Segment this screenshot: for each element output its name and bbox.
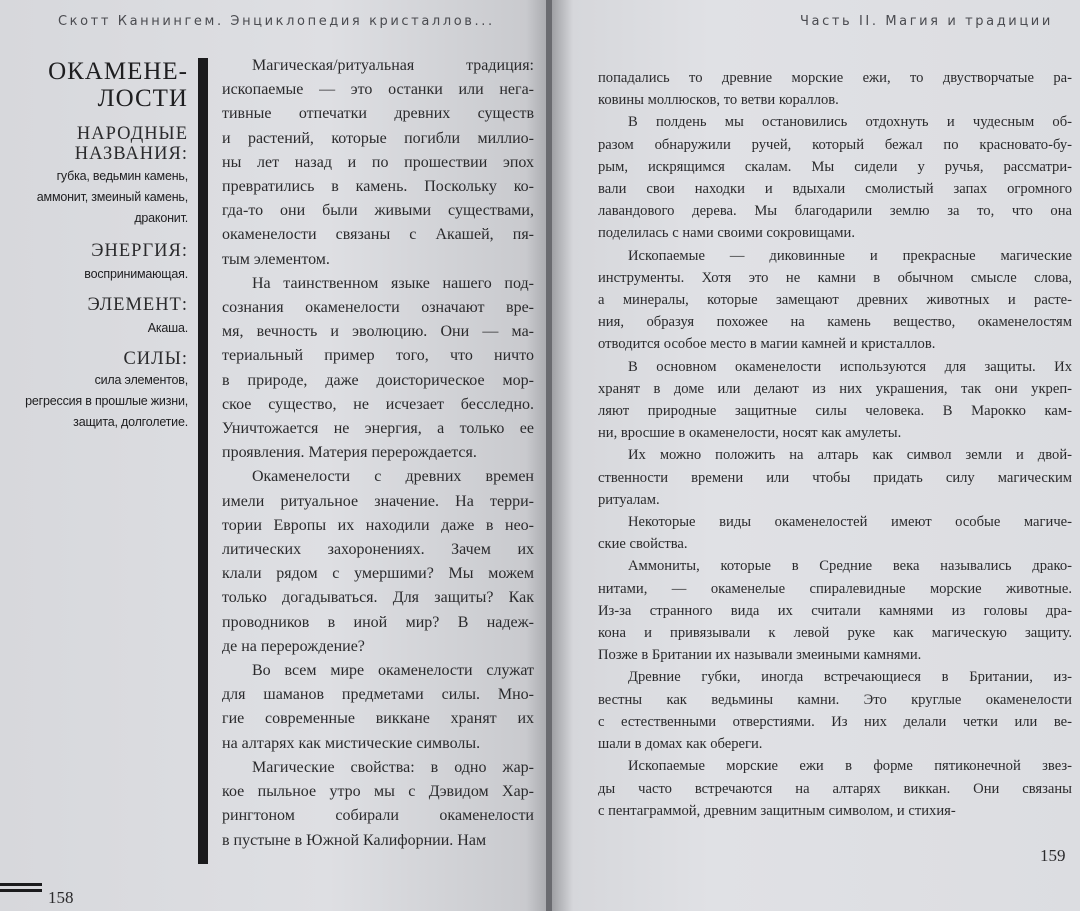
text-line: шали в домах как обереги. (598, 736, 763, 753)
text-line: кое пыльное утро мы с Дэвидом Хар- (222, 783, 534, 801)
text-line: Древние губки, иногда встречающиеся в Британии, из- (628, 669, 1072, 686)
text-line: Из-за странного вида их считали камнями из головы дра- (598, 602, 1072, 619)
element-value: Акаша. (147, 321, 188, 335)
left-body-text (222, 54, 534, 853)
text-line: Магическая/ритуальная традиция: (252, 57, 534, 74)
text-line: отводится особое место в магии камней и кристаллов. (598, 336, 936, 353)
page-number-left: 158 (48, 888, 74, 907)
page-number-right: 159 (1040, 846, 1066, 865)
text-line: только догадываться. Для защиты? Как (222, 589, 534, 607)
text-line: в природе, даже доисторическое мор- (222, 371, 534, 389)
text-line: с пентаграммой, древним защитным символом, и стихия- (598, 802, 956, 819)
text-line: Позже в Британии их называли змеиными камнями. (598, 647, 922, 664)
vertical-rule (198, 58, 208, 864)
text-line: тории Европы их находили даже в нео- (222, 516, 534, 534)
right-page (552, 0, 1080, 911)
text-line: имели ритуальное значение. На терри- (222, 492, 534, 510)
text-line: проявления. Материя перерождается. (222, 444, 477, 462)
text-line: тым элементом. (222, 250, 330, 268)
text-line: поделилась с нами своими сокровищами. (598, 225, 855, 242)
text-line: и растений, которые погибли миллио- (222, 129, 534, 147)
page-number-bars (0, 883, 42, 895)
energy-value: воспринимающая. (84, 267, 188, 281)
text-line: лавандового дерева. Мы благодарили землю за то, что она (598, 203, 1072, 220)
text-line: вестны как ведьмины камни. Это круглые окаменелости (598, 691, 1072, 708)
text-line: тивные отпечатки древних существ (222, 105, 534, 123)
text-line: для шаманов предметами силы. Мно- (222, 686, 534, 704)
text-line: сознания окаменелости означают вре- (222, 299, 534, 317)
text-line: ни, вросшие в окаменелости, носят как амулеты. (598, 425, 902, 442)
text-line: гда-то они были живыми существами, (222, 202, 534, 220)
energy-heading: ЭНЕРГИЯ: (91, 241, 188, 261)
text-line: гие современные виккане хранят их (222, 710, 534, 728)
text-line: де на перерождение? (222, 637, 365, 655)
text-line: ритуалам. (598, 491, 660, 508)
text-line: на алтарях как мистические символы. (222, 734, 481, 752)
text-line: ские свойства. (598, 536, 688, 553)
text-line: ственности времени или чтобы придать силу магическим (598, 469, 1072, 486)
text-line: превратились в камень. Поскольку ко- (222, 178, 534, 196)
text-line: литических захоронениях. Зачем их (222, 541, 534, 559)
text-line: Аммониты, которые в Средние века назывались драко- (628, 558, 1072, 575)
text-line: В полдень мы остановились отдохнуть и чудесным об- (628, 114, 1072, 131)
text-line: Уничтожается не энергия, а только ее (222, 420, 534, 438)
running-head-left: Скотт Каннингем. Энциклопедия кристаллов... (58, 14, 495, 29)
powers-list: сила элементов, регрессия в прошлые жизни, защита, долголетие. (25, 373, 188, 429)
running-head-right: Часть II. Магия и традиции (800, 14, 1053, 29)
text-line: ископаемые — это останки или нега- (222, 81, 534, 99)
text-line: рым, искрящимся скалам. Мы сидели у ручья, рассматри- (598, 158, 1072, 175)
text-line: хранят в доме или делают из них украшения, так они укреп- (598, 380, 1072, 397)
text-line: а минералы, которые замещают древних животных и расте- (598, 292, 1072, 309)
text-line: клали рядом с умершими? Мы можем (222, 565, 534, 583)
text-line: Магические свойства: в одно жар- (252, 758, 534, 776)
text-line: попадались то древние морские ежи, то двустворчатые ра- (598, 70, 1072, 86)
text-line: Ископаемые морские ежи в форме пятиконечной звез- (628, 758, 1072, 775)
text-line: мя, вечность и эволюцию. Они — ма- (222, 323, 534, 341)
text-line: Некоторые виды окаменелостей имеют особые магиче- (628, 514, 1072, 531)
text-line: ния, образуя похожее на камень вещество, окаменелостям (598, 314, 1072, 331)
text-line: ляют природные защитные силы человека. В Марокко кам- (598, 403, 1072, 420)
text-line: окаменелости связаны с Акашей, пя- (222, 226, 534, 244)
text-line: нитами, — окаменелые спиралевидные морские животные. (598, 580, 1072, 597)
text-line: ны лет назад и по прошествии эпох (222, 153, 534, 171)
text-line: вали свои находки и вдыхали смолистый запах огромного (598, 181, 1072, 198)
text-line: Окаменелости с древних времен (252, 468, 534, 486)
text-line: рингтоном собирали окаменелости (222, 807, 534, 825)
text-line: Их можно положить на алтарь как символ земли и двой- (628, 447, 1072, 464)
powers-heading: СИЛЫ: (123, 349, 188, 369)
text-line: ское существо, не исчезает бесследно. (222, 395, 534, 413)
text-line: проводников в иной мир? В надеж- (222, 613, 534, 631)
text-line: с естественными отверстиями. Из них делали четки или ве- (598, 713, 1072, 730)
text-line: в пустыне в Южной Калифорнии. Нам (222, 831, 487, 849)
properties-sidebar (0, 50, 188, 433)
element-heading: ЭЛЕМЕНТ: (87, 295, 188, 315)
text-line: разом обнаружили ручей, который бежал по красновато-бу- (598, 136, 1072, 153)
folk-names-list: губка, ведьмин камень, аммонит, змеиный камень, драконит. (36, 169, 188, 225)
text-line: Во всем мире окаменелости служат (252, 662, 534, 680)
text-line: териальный пример того, что ничто (222, 347, 534, 365)
text-line: На таинственном языке нашего под- (252, 274, 534, 292)
folk-names-heading: НАРОДНЫЕ НАЗВАНИЯ: (74, 124, 188, 164)
sidebar-title: ОКАМЕНЕ- ЛОСТИ (48, 58, 188, 112)
text-line: инструменты. Хотя это не камни в обычном смысле слова, (598, 269, 1072, 286)
text-line: ды часто встречаются на алтарях виккан. Они связаны (598, 780, 1072, 797)
text-line: кона и привязывали к левой руке как магическую защиту. (598, 625, 1072, 642)
text-line: Ископаемые — диковинные и прекрасные магические (628, 247, 1072, 264)
right-body-text (598, 67, 1072, 822)
text-line: ковины моллюсков, то ветви кораллов. (598, 92, 839, 109)
text-line: В основном окаменелости используются для защиты. Их (628, 358, 1072, 375)
